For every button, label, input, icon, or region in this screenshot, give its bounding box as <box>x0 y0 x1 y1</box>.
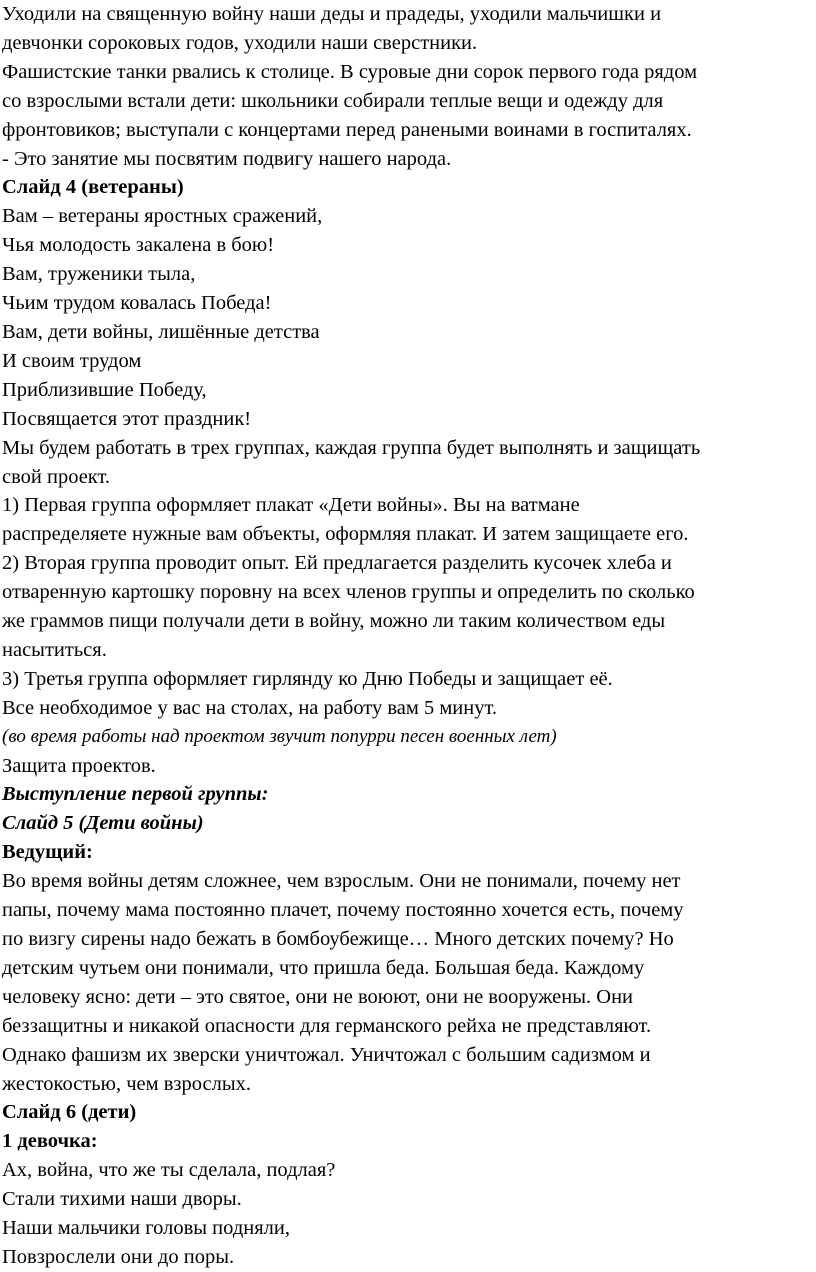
text-line: Во время войны детям сложнее, чем взрослым. Они не понимали, почему нет <box>2 870 681 893</box>
text-line: фронтовиков; выступали с концертами перед ранеными воинами в госпиталях. <box>2 118 692 141</box>
text-line: Повзрослели они до поры. <box>2 1245 235 1268</box>
text-line: человеку ясно: дети – это святое, они не воюют, они не вооружены. Они <box>2 985 634 1008</box>
text-line: беззащитны и никакой опасности для германского рейха не представляют. <box>2 1014 652 1037</box>
text-line: Слайд 4 (ветераны) <box>2 176 184 199</box>
text-line: свой проект. <box>2 465 111 488</box>
text-line: (во время работы над проектом звучит попурри песен военных лет) <box>2 725 557 747</box>
text-line: Чья молодость закалена в бою! <box>2 234 275 257</box>
text-line: Ах, война, что же ты сделала, подлая? <box>2 1159 336 1182</box>
text-line: И своим трудом <box>2 349 142 372</box>
text-line: Слайд 5 (Дети войны) <box>2 812 204 835</box>
text-line: - Это занятие мы посвятим подвигу нашего народа. <box>2 147 452 170</box>
text-line: Вам, дети войны, лишённые детства <box>2 320 320 343</box>
text-line: Вам – ветераны яростных сражений, <box>2 205 323 228</box>
text-line: 2) Вторая группа проводит опыт. Ей предлагается разделить кусочек хлеба и <box>2 552 672 575</box>
text-line: по визгу сирены надо бежать в бомбоубежище… Много детских почему? Но <box>2 928 674 950</box>
text-line: отваренную картошку поровну на всех членов группы и определить по сколько <box>2 581 695 604</box>
text-line: 1 девочка: <box>2 1130 98 1153</box>
text-line: Слайд 6 (дети) <box>2 1101 137 1124</box>
text-line: Защита проектов. <box>2 754 156 777</box>
text-line: Мы будем работать в трех группах, каждая группа будет выполнять и защищать <box>2 436 701 459</box>
text-line: Посвящается этот праздник! <box>2 407 252 430</box>
text-line: Стали тихими наши дворы. <box>2 1188 242 1211</box>
text-line: Фашистские танки рвались к столице. В суровые дни сорок первого года рядом <box>2 60 698 83</box>
text-line: распределяете нужные вам объекты, оформляя плакат. И затем защищаете его. <box>2 523 689 546</box>
text-line: же граммов пищи получали дети в войну, можно ли таким количеством еды <box>2 610 666 633</box>
text-line: девчонки сороковых годов, уходили наши сверстники. <box>2 31 478 54</box>
text-line: Выступление первой группы: <box>2 783 269 806</box>
text-line: насытиться. <box>2 638 107 661</box>
text-line: 1) Первая группа оформляет плакат «Дети войны». Вы на ватмане <box>2 494 580 517</box>
text-line: детским чутьем они понимали, что пришла беда. Большая беда. Каждому <box>2 956 645 979</box>
text-line: жестокостью, чем взрослых. <box>2 1072 251 1095</box>
document-page <box>2 0 814 1272</box>
text-line: папы, почему мама постоянно плачет, почему постоянно хочется есть, почему <box>2 899 684 922</box>
text-line: Все необходимое у вас на столах, на работу вам 5 минут. <box>2 696 498 719</box>
text-line: Чьим трудом ковалась Победа! <box>2 292 272 315</box>
text-line: Наши мальчики головы подняли, <box>2 1217 290 1240</box>
text-line: Однако фашизм их зверски уничтожал. Уничтожал с большим садизмом и <box>2 1043 651 1066</box>
text-line: Ведущий: <box>2 841 93 864</box>
text-line: Уходили на священную войну наши деды и прадеды, уходили мальчишки и <box>2 3 662 25</box>
text-line: Приблизившие Победу, <box>2 378 207 401</box>
text-line: со взрослыми встали дети: школьники собирали теплые вещи и одежду для <box>2 89 664 112</box>
text-line: 3) Третья группа оформляет гирлянду ко Дню Победы и защищает её. <box>2 667 613 690</box>
text-line: Вам, труженики тыла, <box>2 263 196 286</box>
